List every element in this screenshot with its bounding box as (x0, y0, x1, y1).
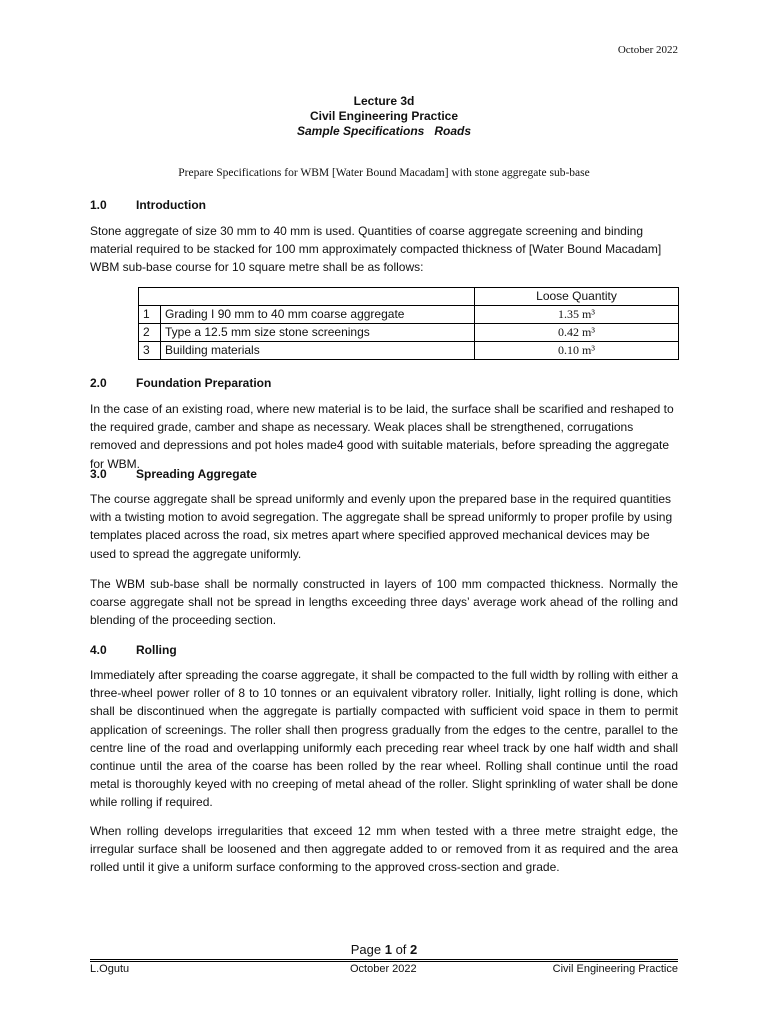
introduction-paragraph: Stone aggregate of size 30 mm to 40 mm is used. Quantities of coarse aggregate screening and binding material required to be stacked for 100 mm approximately compacted thickness of [Water Bound Macadam] WBM sub-base course for 10 square metre shall be as follows: (90, 224, 662, 275)
rolling-paragraph-1: Immediately after spreading the coarse aggregate, it shall be compacted to the full width by rolling with either a three-wheel power roller of 8 to 10 tonnes or an equivalent vibratory roller. Initially, light rolling is done, which shall be discontinued when the aggregate is partially compacted with sufficient void space in them to permit application of screenings. The roller shall then progress gradually from the edges to the centre, parallel to the centre line of the road and overlapping uniformly each preceding rear wheel track by one half width and shall continue until the area of the coarse has been rolled by the rear wheel. Rolling shall continue until the road metal is thoroughly keyed with no creeping of metal ahead of the roller. Slight sprinkling of water shall be done while rolling if required. (90, 668, 678, 810)
table-cell-description: Type a 12.5 mm size stone screenings (161, 324, 475, 342)
footer-author: L.Ogutu (90, 963, 130, 975)
table-cell-index: 3 (139, 342, 161, 360)
header-date: October 2022 (617, 44, 678, 56)
table-header-quantity: Loose Quantity (475, 288, 679, 306)
page-current: 1 (384, 942, 392, 957)
table-cell-quantity: 0.42 m³ (475, 324, 679, 342)
spreading-paragraph-2: The WBM sub-base shall be normally constructed in layers of 100 mm compacted thickness. Normally the coarse aggregate shall not be spread in lengths exceeding three days’ average work ahead of the rolling and blending of the proceeding section. (90, 577, 678, 628)
table-cell-description: Building materials (161, 342, 475, 360)
foundation-paragraph: In the case of an existing road, where new material is to be laid, the surface shall be scarified and reshaped to the required grade, camber and shape as necessary. Weak places shall be strengthened, corrugations removed and depressions and pot holes made4 good with suitable materials, before spreading the aggregate for WBM. (90, 402, 674, 471)
spreading-paragraph-1: The course aggregate shall be spread uniformly and evenly upon the prepared base in the required quantities with a twisting motion to avoid segregation. The aggregate shall be spread uniformly to proper profile by using templates placed across the road, six metres apart where specified approved mechanical devices may be used to spread the aggregate uniformly. (90, 492, 673, 561)
section-heading-foundation (90, 376, 271, 390)
rolling-paragraph-2: When rolling develops irregularities that exceed 12 mm when tested with a three metre straight edge, the irregular surface shall be loosened and then aggregate added to or removed from it as required and the area rolled until it give a uniform surface conforming to the approved cross-section and grade. (90, 824, 678, 875)
section-number: 2.0 (90, 376, 107, 390)
lecture-title: Lecture 3d (353, 94, 415, 108)
topic-title: Sample Specifications Roads (296, 124, 472, 138)
section-number: 1.0 (90, 198, 107, 212)
footer-divider (90, 959, 678, 960)
section-heading-spreading (90, 467, 257, 481)
table-row (139, 342, 679, 360)
footer-course: Civil Engineering Practice (552, 963, 678, 975)
page-of: of (395, 942, 407, 957)
page-total: 2 (410, 942, 418, 957)
table-cell-index: 2 (139, 324, 161, 342)
table-header-row (139, 288, 679, 306)
table-row (139, 324, 679, 342)
section-number: 4.0 (90, 643, 107, 657)
table-header-blank (139, 288, 475, 306)
document-subtitle: Prepare Specifications for WBM [Water Bound Macadam] with stone aggregate sub-base (178, 167, 590, 179)
section-title: Foundation Preparation (136, 376, 272, 390)
course-title: Civil Engineering Practice (309, 109, 459, 123)
footer-divider (90, 961, 678, 962)
table-cell-quantity: 1.35 m³ (475, 306, 679, 324)
section-heading-introduction (90, 198, 206, 212)
table-cell-index: 1 (139, 306, 161, 324)
section-title: Rolling (136, 643, 177, 657)
footer-date: October 2022 (350, 963, 417, 975)
quantities-table (138, 287, 679, 360)
section-title: Spreading Aggregate (136, 467, 257, 481)
title-block (0, 94, 768, 139)
page-word: Page (350, 942, 382, 957)
table-row (139, 306, 679, 324)
section-title: Introduction (136, 198, 206, 212)
table-cell-description: Grading I 90 mm to 40 mm coarse aggregate (161, 306, 475, 324)
table-cell-quantity: 0.10 m³ (475, 342, 679, 360)
page-number (0, 942, 768, 957)
section-heading-rolling (90, 643, 177, 657)
section-number: 3.0 (90, 467, 107, 481)
